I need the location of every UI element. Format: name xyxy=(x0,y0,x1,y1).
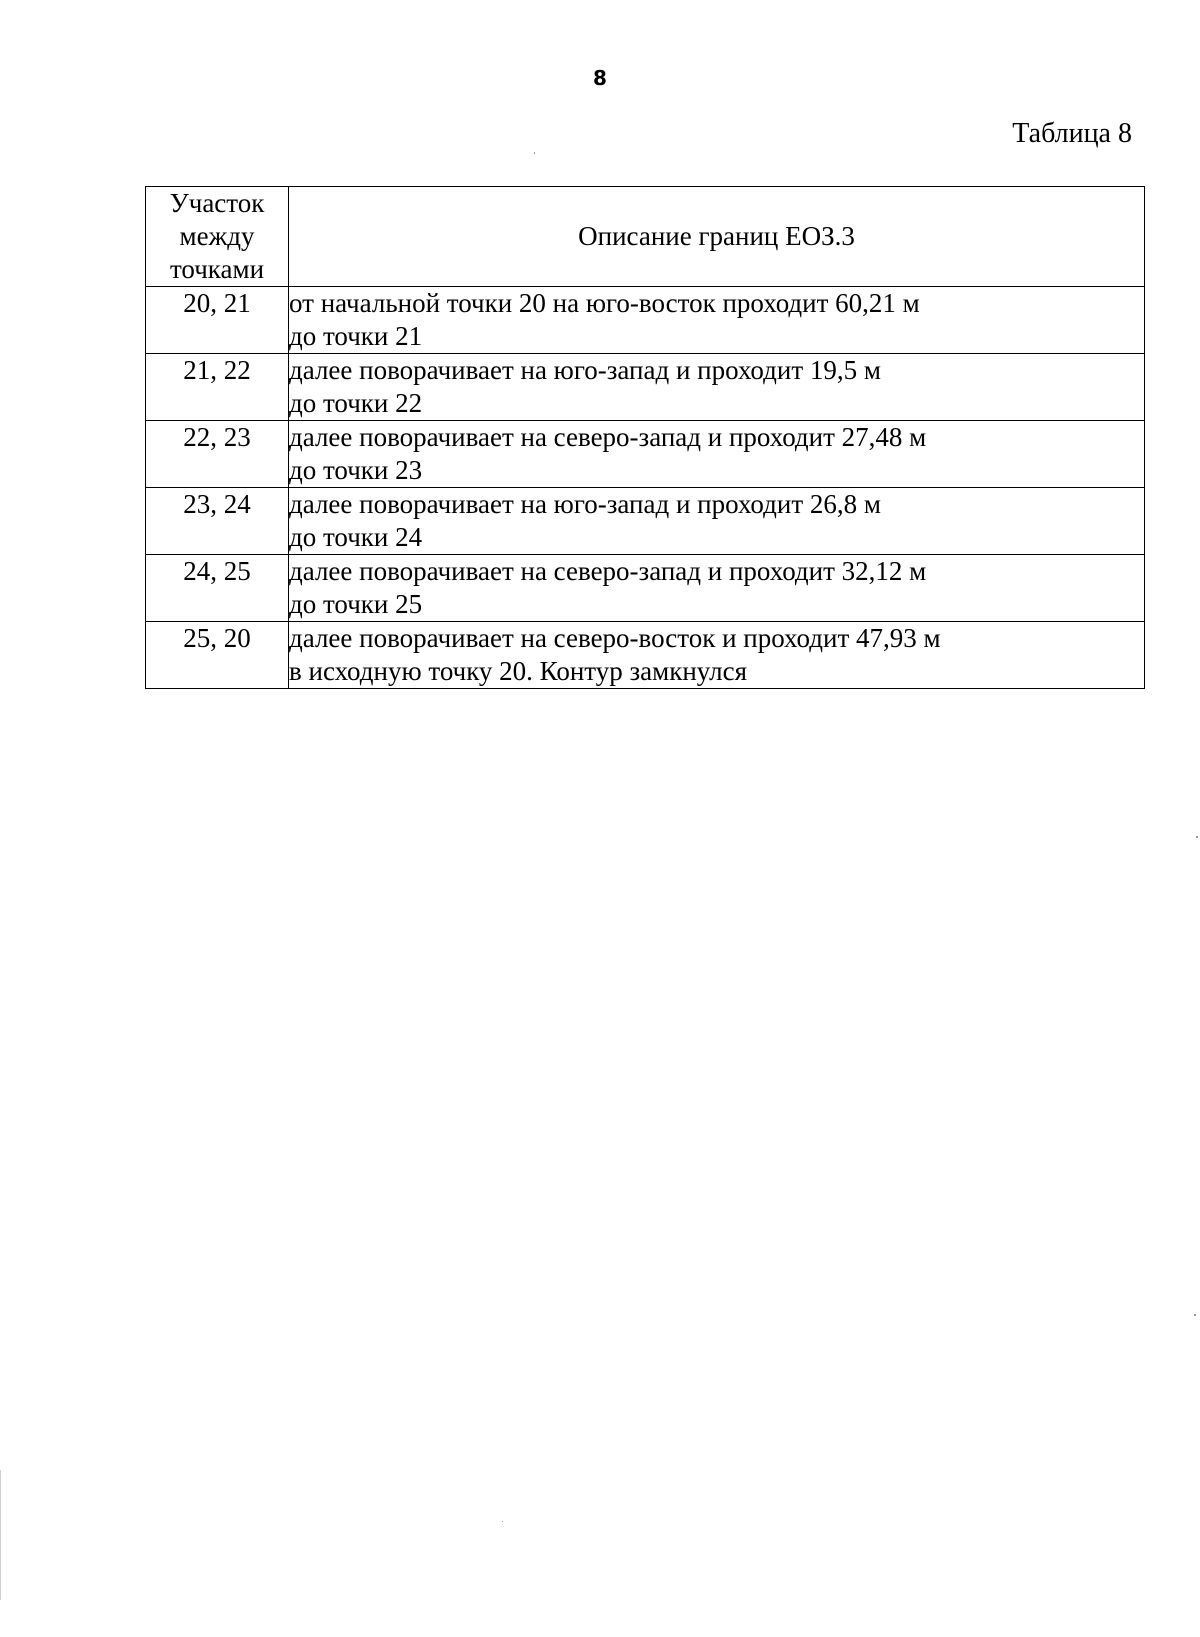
page-number: 8 xyxy=(593,66,607,90)
description-cell xyxy=(289,354,1145,421)
description-line-1: далее поворачивает на северо-запад и проходит 27,48 м xyxy=(289,422,927,452)
description-cell xyxy=(289,287,1145,354)
boundary-description-table xyxy=(145,186,1145,689)
description-line-2: до точки 25 xyxy=(289,589,423,619)
description-cell xyxy=(289,488,1145,555)
table-row xyxy=(146,488,1145,555)
table-row xyxy=(146,354,1145,421)
description-line-1: от начальной точки 20 на юго-восток проходит 60,21 м xyxy=(289,288,920,318)
table-row xyxy=(146,421,1145,488)
header-section-line-3: точками xyxy=(169,254,265,284)
scan-speck xyxy=(1194,1314,1196,1316)
section-cell: 23, 24 xyxy=(146,488,289,555)
description-line-1: далее поворачивает на северо-запад и проходит 32,12 м xyxy=(289,556,927,586)
section-cell: 20, 21 xyxy=(146,287,289,354)
description-line-2: до точки 24 xyxy=(289,522,423,552)
description-cell xyxy=(289,421,1145,488)
table-header-row xyxy=(146,187,1145,287)
section-cell: 25, 20 xyxy=(146,622,289,689)
section-cell: 24, 25 xyxy=(146,555,289,622)
description-line-2: до точки 21 xyxy=(289,321,423,351)
header-section-line-1: Участок xyxy=(169,188,265,218)
header-section-line-2: между xyxy=(179,221,255,251)
description-line-1: далее поворачивает на северо-восток и проходит 47,93 м xyxy=(289,623,941,653)
table-row xyxy=(146,287,1145,354)
header-section-between-points xyxy=(146,187,289,287)
scan-speck xyxy=(534,152,535,154)
description-line-2: до точки 23 xyxy=(289,455,423,485)
description-line-1: далее поворачивает на юго-запад и проходит 19,5 м xyxy=(289,355,881,385)
scan-speck xyxy=(502,1521,503,1522)
section-cell: 21, 22 xyxy=(146,354,289,421)
description-line-1: далее поворачивает на юго-запад и проходит 26,8 м xyxy=(289,489,881,519)
table-row xyxy=(146,622,1145,689)
scan-speck xyxy=(0,1470,1,1600)
description-cell xyxy=(289,555,1145,622)
description-line-2: до точки 22 xyxy=(289,388,423,418)
description-line-2: в исходную точку 20. Контур замкнулся xyxy=(289,656,747,686)
section-cell: 22, 23 xyxy=(146,421,289,488)
table-row xyxy=(146,555,1145,622)
description-cell xyxy=(289,622,1145,689)
table-caption: Таблица 8 xyxy=(1012,118,1132,149)
header-boundary-description: Описание границ ЕОЗ.3 xyxy=(289,187,1145,287)
scan-speck xyxy=(1196,836,1198,838)
